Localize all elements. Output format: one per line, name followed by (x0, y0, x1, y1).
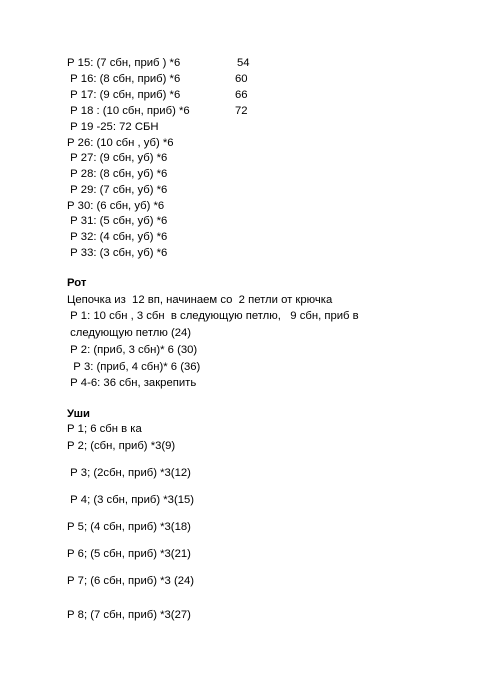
pattern-row: Р 5; (4 сбн, приб) *3(18) (67, 521, 191, 533)
pattern-row: Р 4; (3 сбн, приб) *3(15) (67, 494, 195, 506)
pattern-row: Р 33: (3 сбн, уб) *6 (67, 247, 168, 259)
pattern-row: Р 31: (5 сбн, уб) *6 (67, 215, 168, 227)
stitch-count: 66 (235, 89, 248, 101)
pattern-row: Цепочка из 12 вп, начинаем со 2 петли от крючка (67, 294, 333, 306)
stitch-count: 54 (237, 57, 250, 69)
pattern-row: Р 3: (приб, 4 сбн)* 6 (36) (67, 361, 201, 373)
stitch-count: 60 (235, 73, 248, 85)
pattern-row: Р 17: (9 сбн, приб) *6 (67, 89, 181, 101)
pattern-row: Р 26: (10 сбн , уб) *6 (67, 137, 174, 149)
pattern-row: Р 2; (сбн, приб) *3(9) (67, 440, 176, 452)
pattern-row: следующую петлю (24) (67, 327, 192, 339)
pattern-row: Р 1: 10 сбн , 3 сбн в следующую петлю, 9 сбн, приб в (67, 310, 359, 322)
pattern-row: Р 15: (7 сбн, приб ) *6 (67, 57, 181, 69)
pattern-row: Р 30: (6 сбн, уб) *6 (67, 200, 165, 212)
pattern-row: Р 18 : (10 сбн, приб) *6 (67, 105, 190, 117)
pattern-row: Р 32: (4 сбн, уб) *6 (67, 231, 168, 243)
stitch-count: 72 (235, 105, 248, 117)
pattern-row: Р 6; (5 сбн, приб) *3(21) (67, 548, 191, 560)
pattern-row: Р 2: (приб, 3 сбн)* 6 (30) (67, 344, 198, 356)
pattern-row: Р 1; 6 сбн в ка (67, 423, 142, 435)
pattern-row: Р 7; (6 сбн, приб) *3 (24) (67, 575, 195, 587)
pattern-row: Р 8; (7 сбн, приб) *3(27) (67, 609, 191, 621)
pattern-row: Р 27: (9 сбн, уб) *6 (67, 152, 168, 164)
pattern-row: Р 4-6: 36 сбн, закрепить (67, 377, 197, 389)
pattern-row: Р 29: (7 сбн, уб) *6 (67, 184, 168, 196)
section-heading: Рот (67, 277, 87, 289)
pattern-row: Р 28: (8 сбн, уб) *6 (67, 168, 168, 180)
pattern-row: Р 3; (2сбн, приб) *3(12) (67, 467, 191, 479)
pattern-row: Р 16: (8 сбн, приб) *6 (67, 73, 181, 85)
section-heading: Уши (67, 408, 90, 420)
pattern-row: Р 19 -25: 72 СБН (67, 121, 159, 133)
